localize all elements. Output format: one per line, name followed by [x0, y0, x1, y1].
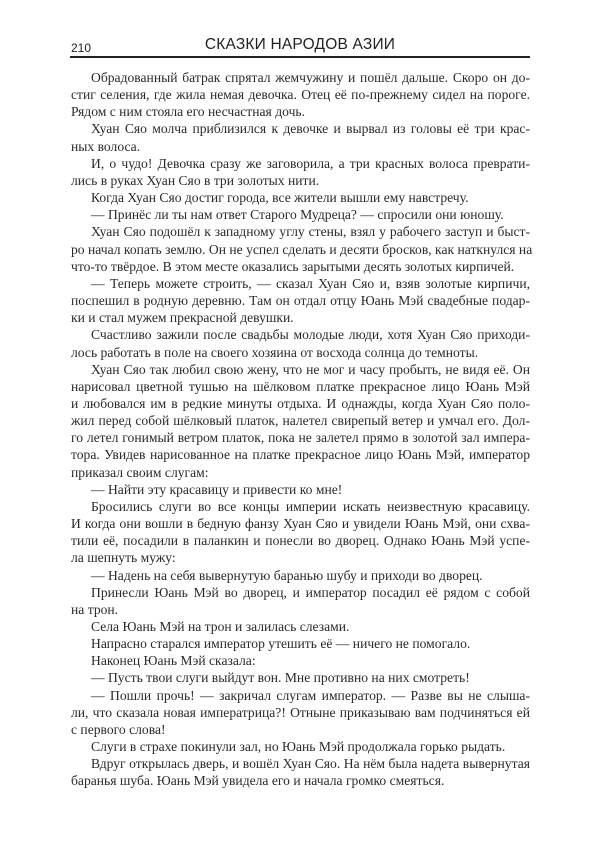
paragraph [71, 687, 530, 738]
paragraph [71, 738, 530, 755]
text-line: Хуан Сяо так любил свою жену, что не мог и часу пробыть, не видя её. Он [91, 361, 530, 377]
text-line: стиг селения, где жила немая девочка. Отец её по-прежнему сидел на пороге. [71, 87, 530, 103]
text-line: Села Юань Мэй на трон и залилась слезами. [91, 619, 350, 634]
text-line: ли, что сказала новая императрица?! Отныне приказываю вам подчиняться ей [71, 704, 530, 720]
body-text [71, 69, 533, 790]
text-line: Наконец Юань Мэй сказала: [91, 653, 256, 669]
paragraph [71, 498, 530, 567]
text-line: И, о чудо! Девочка сразу же заговорила, а три красных волоса преврати- [91, 155, 530, 171]
paragraph [71, 755, 530, 789]
paragraph [71, 584, 530, 618]
text-line: — Пусть твои слуги выйдут вон. Мне противно на них смотреть! [91, 670, 470, 686]
running-header [70, 36, 530, 58]
text-line: Обрадованный батрак спрятал жемчужину и пошёл дальше. Скоро он до- [91, 70, 530, 85]
text-line: нарисовал цветной тушью на шёлковом платке прекрасное лицо Юань Мэй [71, 378, 530, 394]
text-line: Принесли Юань Мэй во дворец, и император посадил её рядом с собой [91, 584, 530, 600]
text-line: Напрасно старался император утешить её — ничего не помогало. [91, 636, 471, 652]
page-number: 210 [71, 41, 92, 55]
text-line: Бросились слуги во все концы империи искать неизвестную красавицу. [91, 498, 530, 514]
text-line: ро начал копать землю. Он не успел сделать и десяти бросков, как наткнулся на [71, 241, 533, 257]
text-line: что-то твёрдое. В этом месте оказались зарытыми десять золотых кирпичей. [71, 258, 515, 274]
paragraph [71, 361, 530, 481]
text-line: лось работать в поле на своего хозяина от восхода солнца до темноты. [71, 344, 479, 360]
text-line: Хуан Сяо подошёл к западному углу стены, взял у рабочего заступ и быст- [91, 224, 530, 240]
text-line: Слуги в страхе покинули зал, но Юань Мэй продолжала горько рыдать. [91, 739, 506, 755]
paragraph [71, 669, 530, 686]
paragraph [71, 206, 530, 223]
text-line: ла шепнуть мужу: [71, 550, 176, 566]
text-line: И когда они вошли в бедную фанзу Хуан Сяо и увидели Юань Мэй, они схва- [71, 516, 530, 532]
text-line: на трон. [71, 601, 119, 617]
paragraph [71, 481, 530, 498]
text-line: тили её, посадили в паланкин и понесли во дворец. Однако Юань Мэй успе- [71, 533, 530, 549]
text-line: ных волоса. [71, 138, 141, 154]
text-line: с первого слова! [71, 721, 166, 737]
paragraph [71, 326, 530, 360]
paragraph [71, 618, 530, 635]
paragraph [71, 275, 530, 326]
text-line: — Принёс ли ты нам ответ Старого Мудреца? — спросили они юношу. [91, 207, 504, 223]
text-line: — Теперь можете строить, — сказал Хуан Сяо и, взяв золотые кирпичи, [91, 275, 530, 291]
text-line: жил перед собой шёлковый платок, налетел свирепый ветер и умчал его. Дол- [71, 413, 530, 429]
text-line: — Найти эту красавицу и привести ко мне! [91, 481, 343, 497]
text-line: — Пошли прочь! — закричал слугам император. — Разве вы не слыша- [91, 687, 530, 703]
paragraph [71, 69, 530, 120]
text-line: ки и стал мужем прекрасной девушки. [71, 310, 294, 326]
text-line: — Надень на себя вывернутую баранью шубу и приходи во дворец. [91, 567, 483, 583]
paragraph [71, 223, 533, 274]
text-line: тора. Увидев нарисованное на платке прекрасное лицо Юань Мэй, император [71, 447, 530, 463]
text-line: поспешил в родную деревню. Там он отдал отцу Юань Мэй свадебные подар- [71, 293, 530, 309]
text-line: го летел гонимый ветром платок, пока не залетел прямо в золотой зал импера- [71, 430, 530, 446]
text-line: баранья шуба. Юань Мэй увидела его и начала громко смеяться. [71, 773, 445, 789]
paragraph [71, 635, 530, 652]
paragraph [71, 567, 530, 584]
paragraph [71, 189, 530, 206]
paragraph [71, 155, 530, 189]
text-line: Хуан Сяо молча приблизился к девочке и вырвал из головы её три крас- [91, 121, 530, 137]
text-line: Вдруг открылась дверь, и вошёл Хуан Сяо. На нём была надета вывернутая [91, 756, 530, 772]
text-line: Рядом с ним стояла его несчастная дочь. [71, 104, 306, 120]
running-title: СКАЗКИ НАРОДОВ АЗИИ [204, 36, 396, 53]
text-line: приказал своим слугам: [71, 464, 209, 480]
text-line: лись в руках Хуан Сяо в три золотых нити. [71, 172, 320, 188]
paragraph [71, 120, 530, 154]
text-line: и любовался им в редкие минуты отдыха. И однажды, когда Хуан Сяо поло- [71, 395, 530, 411]
text-line: Счастливо зажили после свадьбы молодые люди, хотя Хуан Сяо приходи- [91, 327, 530, 343]
text-line: Когда Хуан Сяо достиг города, все жители вышли ему навстречу. [91, 190, 469, 206]
paragraph [71, 652, 530, 669]
